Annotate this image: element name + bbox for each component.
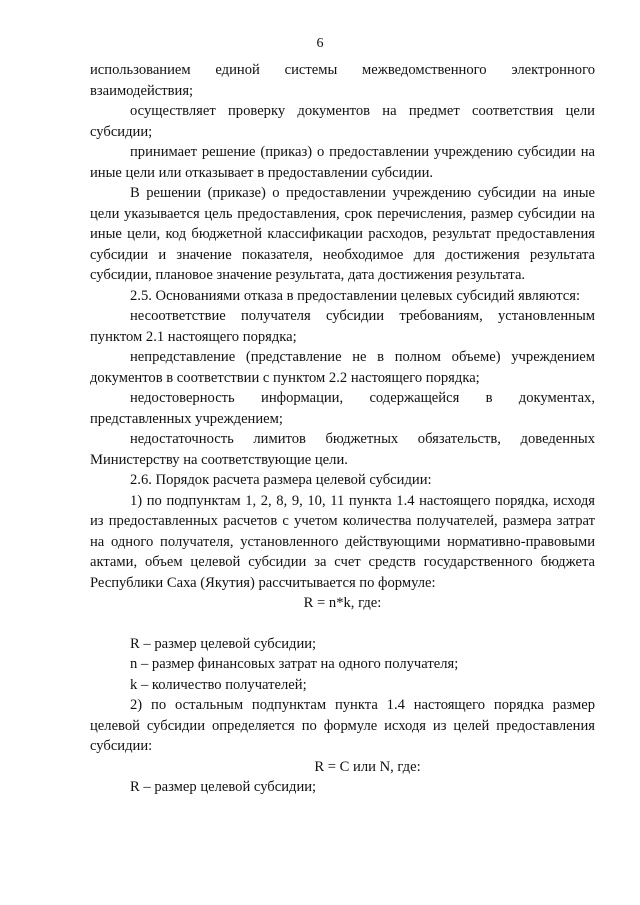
paragraph: недостаточность лимитов бюджетных обязательств, доведенных Министерству на соответствующие цели. xyxy=(90,431,595,468)
paragraph: несоответствие получателя субсидии требованиям, установленным пунктом 2.1 настоящего порядка; xyxy=(90,308,595,345)
definition: k – количество получателей; xyxy=(130,676,307,693)
formula: R = n*k, где: xyxy=(303,595,382,611)
formula: R = C или N, где: xyxy=(314,758,421,775)
paragraph: осуществляет проверку документов на предмет соответствия цели субсидии; xyxy=(90,103,595,140)
paragraph: непредставление (представление не в полном объеме) учреждением документов в соответствии с пунктом 2.2 настоящего порядка; xyxy=(90,349,595,386)
paragraph: 2) по остальным подпунктам пункта 1.4 настоящего порядка размер целевой субсидии определяется по формуле исходя из целей предоставления субсидии: xyxy=(90,697,595,754)
definition: R – размер целевой субсидии; xyxy=(130,779,317,795)
paragraph: недостоверность информации, содержащейся в документах, представленных учреждением; xyxy=(90,390,595,427)
paragraph: принимает решение (приказ) о предоставлении учреждению субсидии на иные цели или отказывает в предоставлении субсидии. xyxy=(90,144,595,181)
paragraph: 2.6. Порядок расчета размера целевой субсидии: xyxy=(130,472,432,488)
paragraph: использованием единой системы межведомственного электронного взаимодействия; xyxy=(90,62,595,99)
document-body xyxy=(90,60,595,798)
paragraph: 1) по подпунктам 1, 2, 8, 9, 10, 11 пункта 1.4 настоящего порядка, исходя из предоставленных расчетов с учетом количества получателей, размера затрат на одного получателя, установленного действующими нормативно-правовыми актами, объем целевой субсидии за счет средств государственного бюджета Республики Саха (Якутия) рассчитывается по формуле: xyxy=(90,492,595,591)
definition: n – размер финансовых затрат на одного получателя; xyxy=(130,656,459,672)
paragraph: 2.5. Основаниями отказа в предоставлении целевых субсидий являются: xyxy=(130,287,581,304)
definition: R – размер целевой субсидии; xyxy=(130,635,317,652)
paragraph: В решении (приказе) о предоставлении учреждению субсидии на иные цели указывается цель предоставления, срок перечисления, размер субсидии на иные цели, код бюджетной классификации расходов, результат предоставления субсидии и значение показателя, необходимое для достижения результата субсидии, плановое значение результата, дата достижения результата. xyxy=(90,185,595,283)
page-number: 6 xyxy=(316,36,324,51)
